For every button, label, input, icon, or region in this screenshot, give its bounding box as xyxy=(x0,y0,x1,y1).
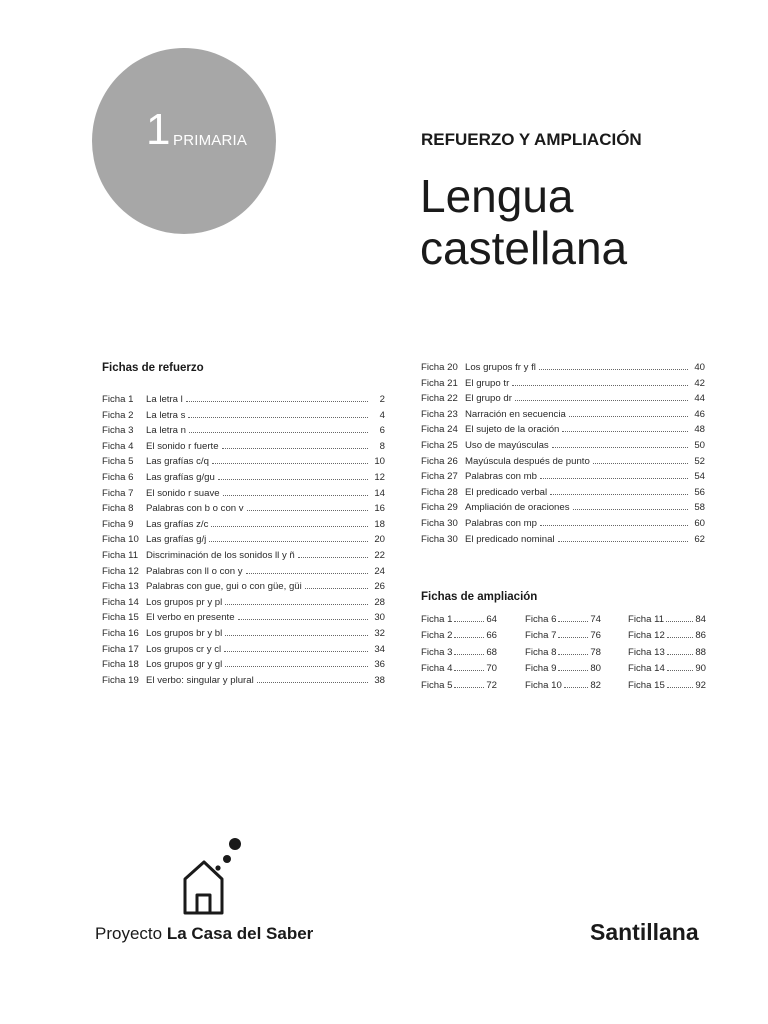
toc-row xyxy=(102,550,385,566)
ficha-number: Ficha 11 xyxy=(628,614,665,625)
ficha-number: Ficha 4 xyxy=(102,440,134,452)
ficha-title: Los grupos cr y cl xyxy=(146,643,222,655)
toc-row xyxy=(421,378,705,394)
ficha-title: Las grafías g/gu xyxy=(146,471,215,483)
ficha-title: Mayúscula después de punto xyxy=(465,455,590,467)
leader-dots xyxy=(558,630,588,638)
ficha-number: Ficha 24 xyxy=(421,424,458,436)
leader-dots xyxy=(211,519,368,527)
leader-dots xyxy=(222,441,368,449)
ficha-title: El sujeto de la oración xyxy=(465,424,560,436)
toc-row xyxy=(421,518,705,534)
page-number: 72 xyxy=(486,679,497,691)
toc-row xyxy=(421,393,705,409)
toc-row xyxy=(102,644,385,660)
page-number: 78 xyxy=(590,646,601,658)
toc-row xyxy=(102,534,385,550)
toc-row xyxy=(421,362,705,378)
leader-dots xyxy=(667,663,694,671)
leader-dots xyxy=(225,628,368,636)
leader-dots xyxy=(540,518,688,526)
ficha-number: Ficha 15 xyxy=(102,612,139,624)
ficha-title: El verbo en presente xyxy=(146,612,235,624)
page-number: 44 xyxy=(694,393,705,405)
ficha-title: La letra s xyxy=(146,409,186,421)
toc-row xyxy=(102,456,385,472)
ampliacion-item xyxy=(628,663,706,679)
ficha-number: Ficha 20 xyxy=(421,362,458,373)
leader-dots xyxy=(298,550,368,558)
toc-row xyxy=(102,472,385,488)
ficha-number: Ficha 3 xyxy=(102,425,134,437)
page-number: 88 xyxy=(695,646,706,658)
ficha-title: Los grupos pr y pl xyxy=(146,596,223,608)
ficha-number: Ficha 7 xyxy=(102,487,134,499)
toc-row xyxy=(102,597,385,613)
page-number: 52 xyxy=(694,455,705,467)
page-number: 56 xyxy=(694,486,705,498)
ficha-number: Ficha 19 xyxy=(102,674,139,686)
ficha-title: Discriminación de los sonidos ll y ñ xyxy=(146,549,295,561)
toc-row xyxy=(102,503,385,519)
ficha-number: Ficha 15 xyxy=(628,679,665,691)
ficha-number: Ficha 2 xyxy=(102,409,134,421)
house-icon xyxy=(180,835,246,922)
ficha-title: El sonido r suave xyxy=(146,487,220,499)
ficha-title: Palabras con mb xyxy=(465,471,537,483)
refuerzo-list-left xyxy=(102,394,385,690)
ficha-title: Palabras con mp xyxy=(465,517,537,529)
ficha-title: Palabras con ll o con y xyxy=(146,565,243,577)
ficha-number: Ficha 10 xyxy=(525,679,562,691)
ampliacion-item xyxy=(628,630,706,646)
ficha-number: Ficha 21 xyxy=(421,377,458,389)
page-number: 12 xyxy=(374,471,385,483)
page-number: 22 xyxy=(374,549,385,561)
ficha-number: Ficha 5 xyxy=(421,679,453,691)
leader-dots xyxy=(225,597,368,605)
toc-row xyxy=(421,409,705,425)
page-number: 38 xyxy=(374,674,385,686)
refuerzo-list-right xyxy=(421,362,705,549)
ampliacion-item xyxy=(421,647,497,663)
toc-row xyxy=(102,612,385,628)
ficha-title: Los grupos gr y gl xyxy=(146,659,223,671)
toc-row xyxy=(421,424,705,440)
leader-dots xyxy=(454,614,484,622)
subject-line-2: castellana xyxy=(420,222,628,274)
project-name xyxy=(95,924,313,944)
leader-dots xyxy=(564,680,589,688)
leader-dots xyxy=(305,581,368,589)
ficha-number: Ficha 12 xyxy=(628,630,665,642)
page-number: 86 xyxy=(695,630,706,642)
ficha-number: Ficha 2 xyxy=(421,630,453,642)
ampliacion-item xyxy=(525,630,601,646)
ampliacion-item xyxy=(421,630,497,646)
ficha-number: Ficha 14 xyxy=(628,663,665,675)
ampliacion-item xyxy=(421,663,497,679)
leader-dots xyxy=(512,378,688,386)
page-number: 40 xyxy=(694,362,705,373)
ficha-title: La letra n xyxy=(146,425,187,437)
project-brand: La Casa del Saber xyxy=(166,924,314,943)
ficha-number: Ficha 1 xyxy=(421,614,453,625)
ampliacion-column xyxy=(628,614,706,696)
ficha-number: Ficha 28 xyxy=(421,486,458,498)
page-number: 24 xyxy=(374,565,385,577)
ficha-number: Ficha 30 xyxy=(421,517,458,529)
ficha-title: Uso de mayúsculas xyxy=(465,439,549,451)
page-number: 74 xyxy=(590,614,601,625)
toc-row xyxy=(421,456,705,472)
ficha-title: Los grupos br y bl xyxy=(146,627,223,639)
ampliacion-column xyxy=(421,614,497,696)
ficha-title: La letra l xyxy=(146,394,183,405)
ficha-number: Ficha 4 xyxy=(421,663,453,675)
leader-dots xyxy=(552,440,688,448)
page-number: 62 xyxy=(694,533,705,545)
ficha-number: Ficha 10 xyxy=(102,534,139,546)
page-number: 16 xyxy=(374,503,385,515)
ampliacion-item xyxy=(421,614,497,630)
page-number: 80 xyxy=(590,663,601,675)
toc-row xyxy=(102,441,385,457)
page-number: 28 xyxy=(374,596,385,608)
ficha-number: Ficha 27 xyxy=(421,471,458,483)
page-number: 8 xyxy=(379,440,385,452)
leader-dots xyxy=(224,644,368,652)
leader-dots xyxy=(238,612,368,620)
ficha-title: Narración en secuencia xyxy=(465,408,566,420)
ficha-number: Ficha 23 xyxy=(421,408,458,420)
ficha-number: Ficha 14 xyxy=(102,596,139,608)
ficha-number: Ficha 5 xyxy=(102,456,134,468)
ficha-number: Ficha 16 xyxy=(102,627,139,639)
page-number: 32 xyxy=(374,627,385,639)
ficha-number: Ficha 6 xyxy=(525,614,557,625)
toc-row xyxy=(421,502,705,518)
ficha-number: Ficha 30 xyxy=(421,533,458,545)
ficha-number: Ficha 26 xyxy=(421,455,458,467)
ficha-number: Ficha 9 xyxy=(102,518,134,530)
page-number: 82 xyxy=(590,679,601,691)
page-number: 64 xyxy=(486,614,497,625)
leader-dots xyxy=(540,471,688,479)
toc-row xyxy=(102,675,385,691)
leader-dots xyxy=(666,614,693,622)
leader-dots xyxy=(247,503,368,511)
leader-dots xyxy=(454,663,484,671)
page-number: 76 xyxy=(590,630,601,642)
grade-label: PRIMARIA xyxy=(173,132,248,149)
leader-dots xyxy=(667,647,694,655)
leader-dots xyxy=(225,659,368,667)
ficha-number: Ficha 13 xyxy=(628,646,665,658)
leader-dots xyxy=(573,502,688,510)
page-number: 14 xyxy=(374,487,385,499)
leader-dots xyxy=(186,394,368,402)
ficha-number: Ficha 25 xyxy=(421,439,458,451)
page-number: 46 xyxy=(694,408,705,420)
ficha-number: Ficha 11 xyxy=(102,549,139,561)
leader-dots xyxy=(515,393,688,401)
page-number: 84 xyxy=(695,614,706,625)
ampliacion-item xyxy=(421,680,497,696)
page-number: 60 xyxy=(694,517,705,529)
ficha-number: Ficha 18 xyxy=(102,659,139,671)
ampliacion-column xyxy=(525,614,601,696)
page-number: 30 xyxy=(374,612,385,624)
toc-row xyxy=(421,440,705,456)
publisher-name: Santillana xyxy=(590,919,699,945)
page-number: 2 xyxy=(379,394,385,405)
toc-row xyxy=(102,394,385,410)
grade-number: 1 xyxy=(146,105,171,154)
page-number: 10 xyxy=(374,456,385,468)
ficha-number: Ficha 6 xyxy=(102,471,134,483)
leader-dots xyxy=(558,647,588,655)
ficha-title: El predicado nominal xyxy=(465,533,555,545)
toc-row xyxy=(102,566,385,582)
ficha-number: Ficha 9 xyxy=(525,663,557,675)
page-number: 42 xyxy=(694,377,705,389)
ampliacion-item xyxy=(628,647,706,663)
toc-row xyxy=(102,425,385,441)
leader-dots xyxy=(454,630,484,638)
page-number: 66 xyxy=(486,630,497,642)
page-number: 6 xyxy=(379,425,385,437)
leader-dots xyxy=(558,663,588,671)
refuerzo-title: Fichas de refuerzo xyxy=(102,362,204,374)
ampliacion-item xyxy=(628,614,706,630)
page-number: 92 xyxy=(695,679,706,691)
leader-dots xyxy=(593,456,688,464)
ficha-number: Ficha 7 xyxy=(525,630,557,642)
subject-title xyxy=(420,170,627,274)
page-number: 70 xyxy=(486,663,497,675)
toc-row xyxy=(102,581,385,597)
subject-line-1: Lengua xyxy=(420,170,574,222)
leader-dots xyxy=(454,647,484,655)
leader-dots xyxy=(550,487,688,495)
toc-row xyxy=(421,487,705,503)
page-number: 68 xyxy=(486,646,497,658)
toc-row xyxy=(421,534,705,550)
series-title: REFUERZO Y AMPLIACIÓN xyxy=(421,130,642,149)
ampliacion-item xyxy=(525,680,601,696)
page-number: 18 xyxy=(374,518,385,530)
ficha-number: Ficha 1 xyxy=(102,394,134,405)
ficha-number: Ficha 22 xyxy=(421,393,458,405)
leader-dots xyxy=(539,362,688,370)
page-number: 50 xyxy=(694,439,705,451)
ficha-title: El grupo tr xyxy=(465,377,510,389)
toc-row xyxy=(102,519,385,535)
ficha-number: Ficha 29 xyxy=(421,502,458,514)
toc-row xyxy=(102,410,385,426)
ficha-number: Ficha 8 xyxy=(102,503,134,515)
page-number: 36 xyxy=(374,659,385,671)
ficha-title: Los grupos fr y fl xyxy=(465,362,536,373)
toc-row xyxy=(421,471,705,487)
ficha-title: El sonido r fuerte xyxy=(146,440,219,452)
page-number: 34 xyxy=(374,643,385,655)
project-prefix: Proyecto xyxy=(95,924,163,943)
ficha-title: Palabras con b o con v xyxy=(146,503,244,515)
leader-dots xyxy=(257,675,368,683)
page-number: 26 xyxy=(374,581,385,593)
ampliacion-title: Fichas de ampliación xyxy=(421,591,538,603)
ficha-number: Ficha 13 xyxy=(102,581,139,593)
toc-row xyxy=(102,488,385,504)
ampliacion-item xyxy=(525,647,601,663)
leader-dots xyxy=(558,534,688,542)
leader-dots xyxy=(558,614,588,622)
leader-dots xyxy=(209,534,368,542)
leader-dots xyxy=(246,566,368,574)
ficha-title: Las grafías g/j xyxy=(146,534,207,546)
ficha-number: Ficha 8 xyxy=(525,646,557,658)
ampliacion-item xyxy=(628,680,706,696)
page-number: 4 xyxy=(379,409,385,421)
ficha-number: Ficha 17 xyxy=(102,643,139,655)
page-number: 58 xyxy=(694,502,705,514)
ampliacion-item xyxy=(525,614,601,630)
ampliacion-item xyxy=(525,663,601,679)
leader-dots xyxy=(218,472,368,480)
ficha-title: El grupo dr xyxy=(465,393,512,405)
toc-row xyxy=(102,628,385,644)
leader-dots xyxy=(223,488,368,496)
ficha-title: Las grafías z/c xyxy=(146,518,209,530)
ficha-title: El verbo: singular y plural xyxy=(146,674,254,686)
ficha-number: Ficha 12 xyxy=(102,565,139,577)
leader-dots xyxy=(188,410,368,418)
ficha-title: Las grafías c/q xyxy=(146,456,209,468)
ficha-title: Ampliación de oraciones xyxy=(465,502,570,514)
leader-dots xyxy=(569,409,688,417)
page-number: 48 xyxy=(694,424,705,436)
page-number: 54 xyxy=(694,471,705,483)
ficha-title: El predicado verbal xyxy=(465,486,548,498)
leader-dots xyxy=(667,630,694,638)
ficha-title: Palabras con gue, gui o con güe, güi xyxy=(146,581,302,593)
leader-dots xyxy=(212,456,368,464)
leader-dots xyxy=(667,680,694,688)
leader-dots xyxy=(562,424,688,432)
ficha-number: Ficha 3 xyxy=(421,646,453,658)
page-number: 20 xyxy=(374,534,385,546)
leader-dots xyxy=(189,425,368,433)
page-number: 90 xyxy=(695,663,706,675)
leader-dots xyxy=(454,680,484,688)
toc-row xyxy=(102,659,385,675)
